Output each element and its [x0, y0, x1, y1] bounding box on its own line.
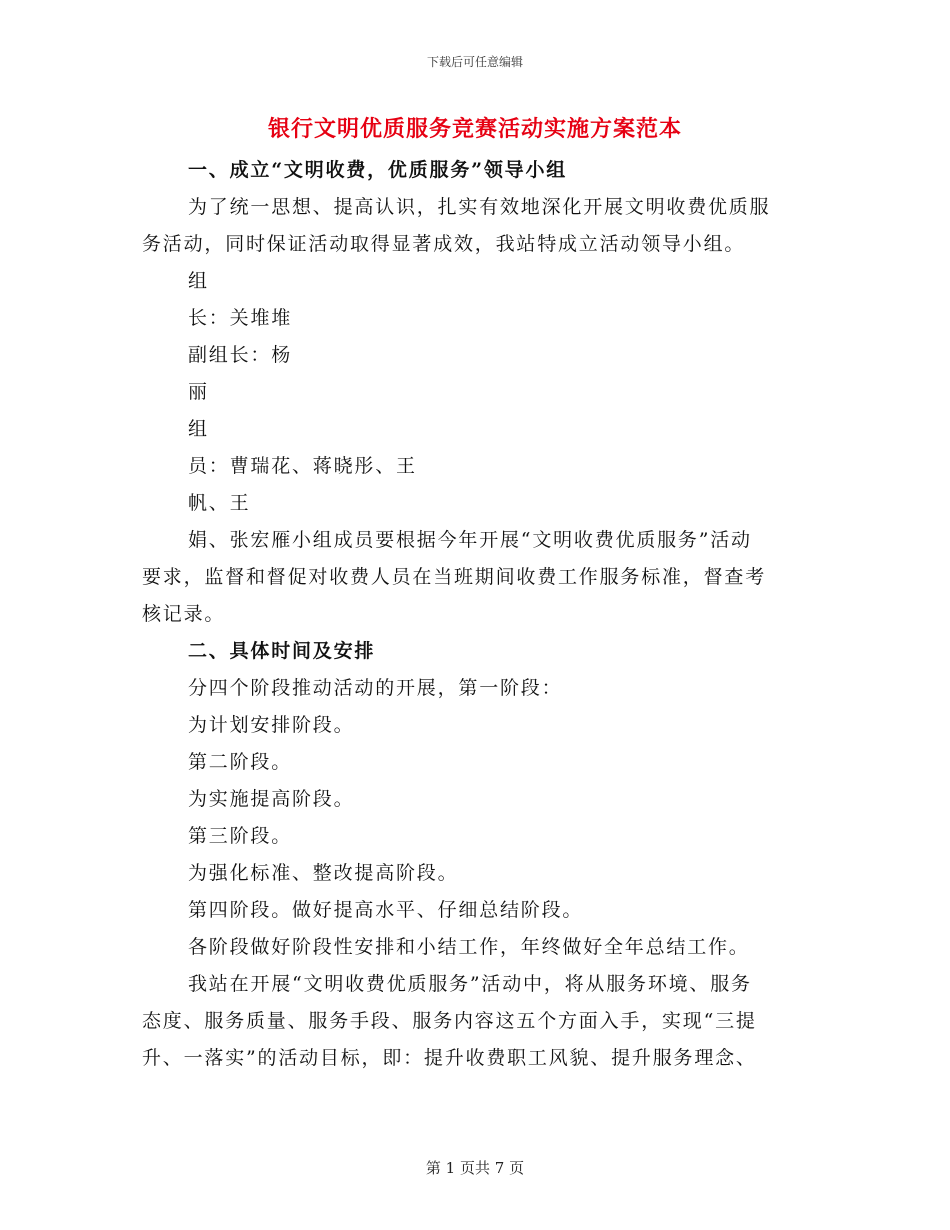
paragraph-line: 长：关堆堆 — [188, 307, 293, 329]
paragraph-line: 第三阶段。 — [188, 825, 293, 847]
paragraph-line: 组 — [188, 270, 209, 292]
paragraph-line: 升、一落实”的活动目标，即：提升收费职工风貌、提升服务理念、 — [142, 1047, 757, 1069]
paragraph-line: 务活动，同时保证活动取得显著成效，我站特成立活动领导小组。 — [142, 233, 746, 255]
page-footer: 第 1 页共 7 页 — [425, 1159, 525, 1177]
paragraph-line: 分四个阶段推动活动的开展，第一阶段： — [188, 677, 563, 699]
paragraph-line: 要求，监督和督促对收费人员在当班期间收费工作服务标准，督查考 — [142, 566, 767, 588]
paragraph-line: 副组长：杨 — [188, 344, 293, 366]
document-body — [142, 152, 797, 1077]
paragraph-line: 为计划安排阶段。 — [188, 714, 355, 736]
paragraph-line: 第四阶段。做好提高水平、仔细总结阶段。 — [188, 899, 584, 921]
paragraph-line: 第二阶段。 — [188, 751, 293, 773]
paragraph-line: 核记录。 — [142, 603, 226, 625]
paragraph-line: 态度、服务质量、服务手段、服务内容这五个方面入手，实现“三提 — [142, 1010, 757, 1032]
paragraph-line: 为实施提高阶段。 — [188, 788, 355, 810]
document-title: 银行文明优质服务竞赛活动实施方案范本 — [267, 116, 682, 142]
header-note: 下载后可任意编辑 — [426, 55, 523, 69]
paragraph-line: 娟、张宏雁小组成员要根据今年开展“文明收费优质服务”活动 — [188, 529, 752, 551]
paragraph-line: 我站在开展“文明收费优质服务”活动中，将从服务环境、服务 — [188, 973, 752, 995]
paragraph-line: 为强化标准、整改提高阶段。 — [188, 862, 459, 884]
paragraph-line: 为了统一思想、提高认识，扎实有效地深化开展文明收费优质服 — [188, 196, 771, 218]
paragraph-line: 员：曹瑞花、蒋晓彤、王 — [188, 455, 417, 477]
paragraph-line: 丽 — [188, 381, 209, 403]
paragraph-line: 各阶段做好阶段性安排和小结工作，年终做好全年总结工作。 — [188, 936, 750, 958]
paragraph-line: 组 — [188, 418, 209, 440]
section-heading: 二、具体时间及安排 — [188, 640, 376, 662]
paragraph-line: 帆、王 — [188, 492, 251, 514]
section-heading: 一、成立“文明收费，优质服务”领导小组 — [188, 159, 568, 181]
